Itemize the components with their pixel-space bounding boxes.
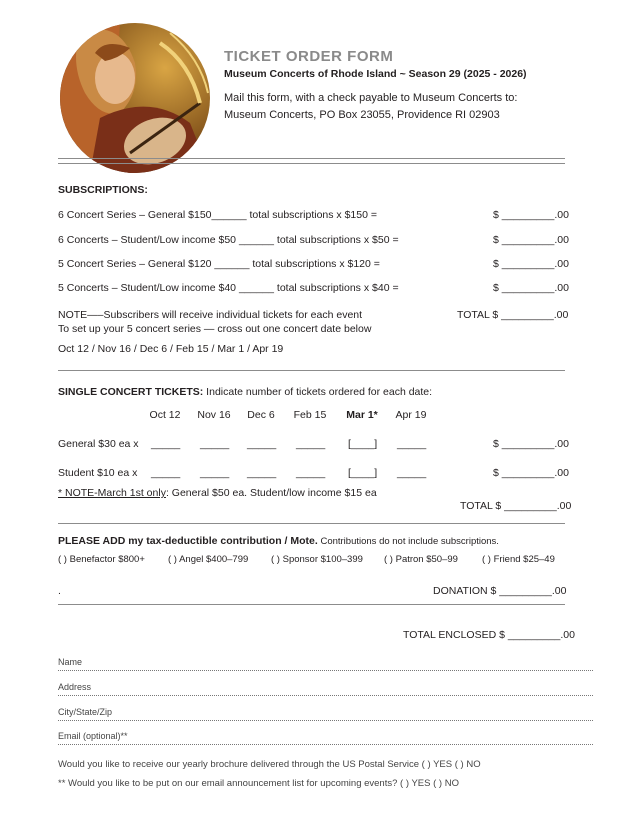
ticket-qty-blank[interactable]: _____	[247, 438, 277, 450]
subscription-row[interactable]: 6 Concert Series – General $150______ total subscriptions x $150 =	[58, 209, 377, 221]
date-column-header: Nov 16	[197, 409, 231, 421]
donation-level-patron[interactable]: ( ) Patron $50–99	[384, 554, 458, 565]
student-ticket-amount[interactable]: $ _________.00	[493, 467, 569, 479]
donation-heading: PLEASE ADD my tax-deductible contribution	[58, 535, 282, 547]
ticket-qty-blank-mar1[interactable]: [____]	[348, 467, 378, 479]
donation-note: Contributions do not include subscriptions.	[317, 536, 499, 547]
ticket-qty-blank[interactable]: _____	[397, 467, 427, 479]
ticket-qty-blank[interactable]: _____	[151, 438, 181, 450]
ticket-qty-blank-mar1[interactable]: [____]	[348, 438, 378, 450]
general-ticket-amount[interactable]: $ _________.00	[493, 438, 569, 450]
date-column-header: Mar 1*	[346, 409, 378, 421]
donation-level-benefactor[interactable]: ( ) Benefactor $800+	[58, 554, 145, 565]
date-column-header: Feb 15	[293, 409, 327, 421]
subscription-amount[interactable]: $ _________.00	[493, 258, 569, 270]
header-divider	[58, 158, 565, 159]
ticket-qty-blank[interactable]: _____	[151, 467, 181, 479]
subscription-amount[interactable]: $ _________.00	[493, 209, 569, 221]
donation-divider	[58, 604, 565, 605]
total-enclosed[interactable]: TOTAL ENCLOSED $ _________.00	[403, 629, 575, 641]
single-tickets-instruction: Indicate number of tickets ordered for each date:	[203, 386, 433, 398]
donation-level-angel[interactable]: ( ) Angel $400–799	[168, 554, 249, 565]
donation-dot: .	[58, 585, 61, 597]
march-note	[58, 487, 377, 499]
date-column-header: Dec 6	[247, 409, 275, 421]
donation-heading-line	[58, 535, 499, 547]
form-title: TICKET ORDER FORM	[224, 48, 394, 65]
mail-instructions-line1: Mail this form, with a check payable to Museum Concerts to:	[224, 92, 518, 104]
concert-dates: Oct 12 / Nov 16 / Dec 6 / Feb 15 / Mar 1 / Apr 19	[58, 343, 284, 355]
donation-level-friend[interactable]: ( ) Friend $25–49	[482, 554, 555, 565]
subscription-amount[interactable]: $ _________.00	[493, 234, 569, 246]
subscriptions-divider	[58, 370, 565, 371]
name-field[interactable]	[58, 670, 593, 671]
address-field-label: Address	[58, 682, 92, 692]
header-divider-2	[58, 163, 565, 164]
ticket-qty-blank[interactable]: _____	[296, 438, 326, 450]
subscriptions-heading: SUBSCRIPTIONS:	[58, 184, 148, 196]
email-field-label: Email (optional)**	[58, 731, 128, 741]
brochure-question[interactable]: Would you like to receive our yearly brochure delivered through the US Postal Service ( ) YES ( ) NO	[58, 759, 481, 770]
email-list-question[interactable]: ** Would you like to be put on our email announcement list for upcoming events? ( ) YES ( ) NO	[58, 778, 459, 789]
date-column-header: Apr 19	[395, 409, 427, 421]
donation-heading-tail: / Mote.	[281, 535, 318, 547]
subscriber-note: NOTE—–Subscribers will receive individual tickets for each event	[58, 309, 363, 321]
single-tickets-divider	[58, 523, 565, 524]
city-state-zip-field[interactable]	[58, 720, 593, 721]
form-subtitle: Museum Concerts of Rhode Island ~ Season 29 (2025 - 2026)	[224, 68, 527, 80]
city-state-zip-field-label: City/State/Zip	[58, 707, 113, 717]
subscription-total[interactable]: TOTAL $ _________.00	[457, 309, 569, 321]
address-field[interactable]	[58, 695, 593, 696]
donation-level-sponsor[interactable]: ( ) Sponsor $100–399	[271, 554, 363, 565]
single-tickets-heading-line	[58, 386, 432, 398]
ticket-qty-blank[interactable]: _____	[296, 467, 326, 479]
student-ticket-label: Student $10 ea x	[58, 467, 138, 479]
subscription-row[interactable]: 5 Concert Series – General $120 ______ total subscriptions x $120 =	[58, 258, 380, 270]
concert-painting-image	[60, 23, 210, 173]
single-tickets-total[interactable]: TOTAL $ _________.00	[460, 500, 572, 512]
mail-instructions-line2: Museum Concerts, PO Box 23055, Providence RI 02903	[224, 109, 500, 121]
general-ticket-label: General $30 ea x	[58, 438, 139, 450]
single-tickets-heading: SINGLE CONCERT TICKETS:	[58, 386, 204, 398]
march-note-prefix: * NOTE-March 1st only	[58, 487, 166, 499]
ticket-qty-blank[interactable]: _____	[247, 467, 277, 479]
subscription-row[interactable]: 6 Concerts – Student/Low income $50 ______ total subscriptions x $50 =	[58, 234, 399, 246]
ticket-qty-blank[interactable]: _____	[397, 438, 427, 450]
march-note-prices: : General $50 ea. Student/low income $15 ea	[165, 487, 377, 499]
ticket-qty-blank[interactable]: _____	[200, 467, 230, 479]
donation-total[interactable]: DONATION $ _________.00	[433, 585, 567, 597]
subscription-amount[interactable]: $ _________.00	[493, 282, 569, 294]
subscription-row[interactable]: 5 Concerts – Student/Low income $40 ______ total subscriptions x $40 =	[58, 282, 399, 294]
name-field-label: Name	[58, 657, 83, 667]
ticket-qty-blank[interactable]: _____	[200, 438, 230, 450]
email-field[interactable]	[58, 744, 593, 745]
date-column-header: Oct 12	[149, 409, 181, 421]
five-series-note: To set up your 5 concert series — cross out one concert date below	[58, 323, 372, 335]
